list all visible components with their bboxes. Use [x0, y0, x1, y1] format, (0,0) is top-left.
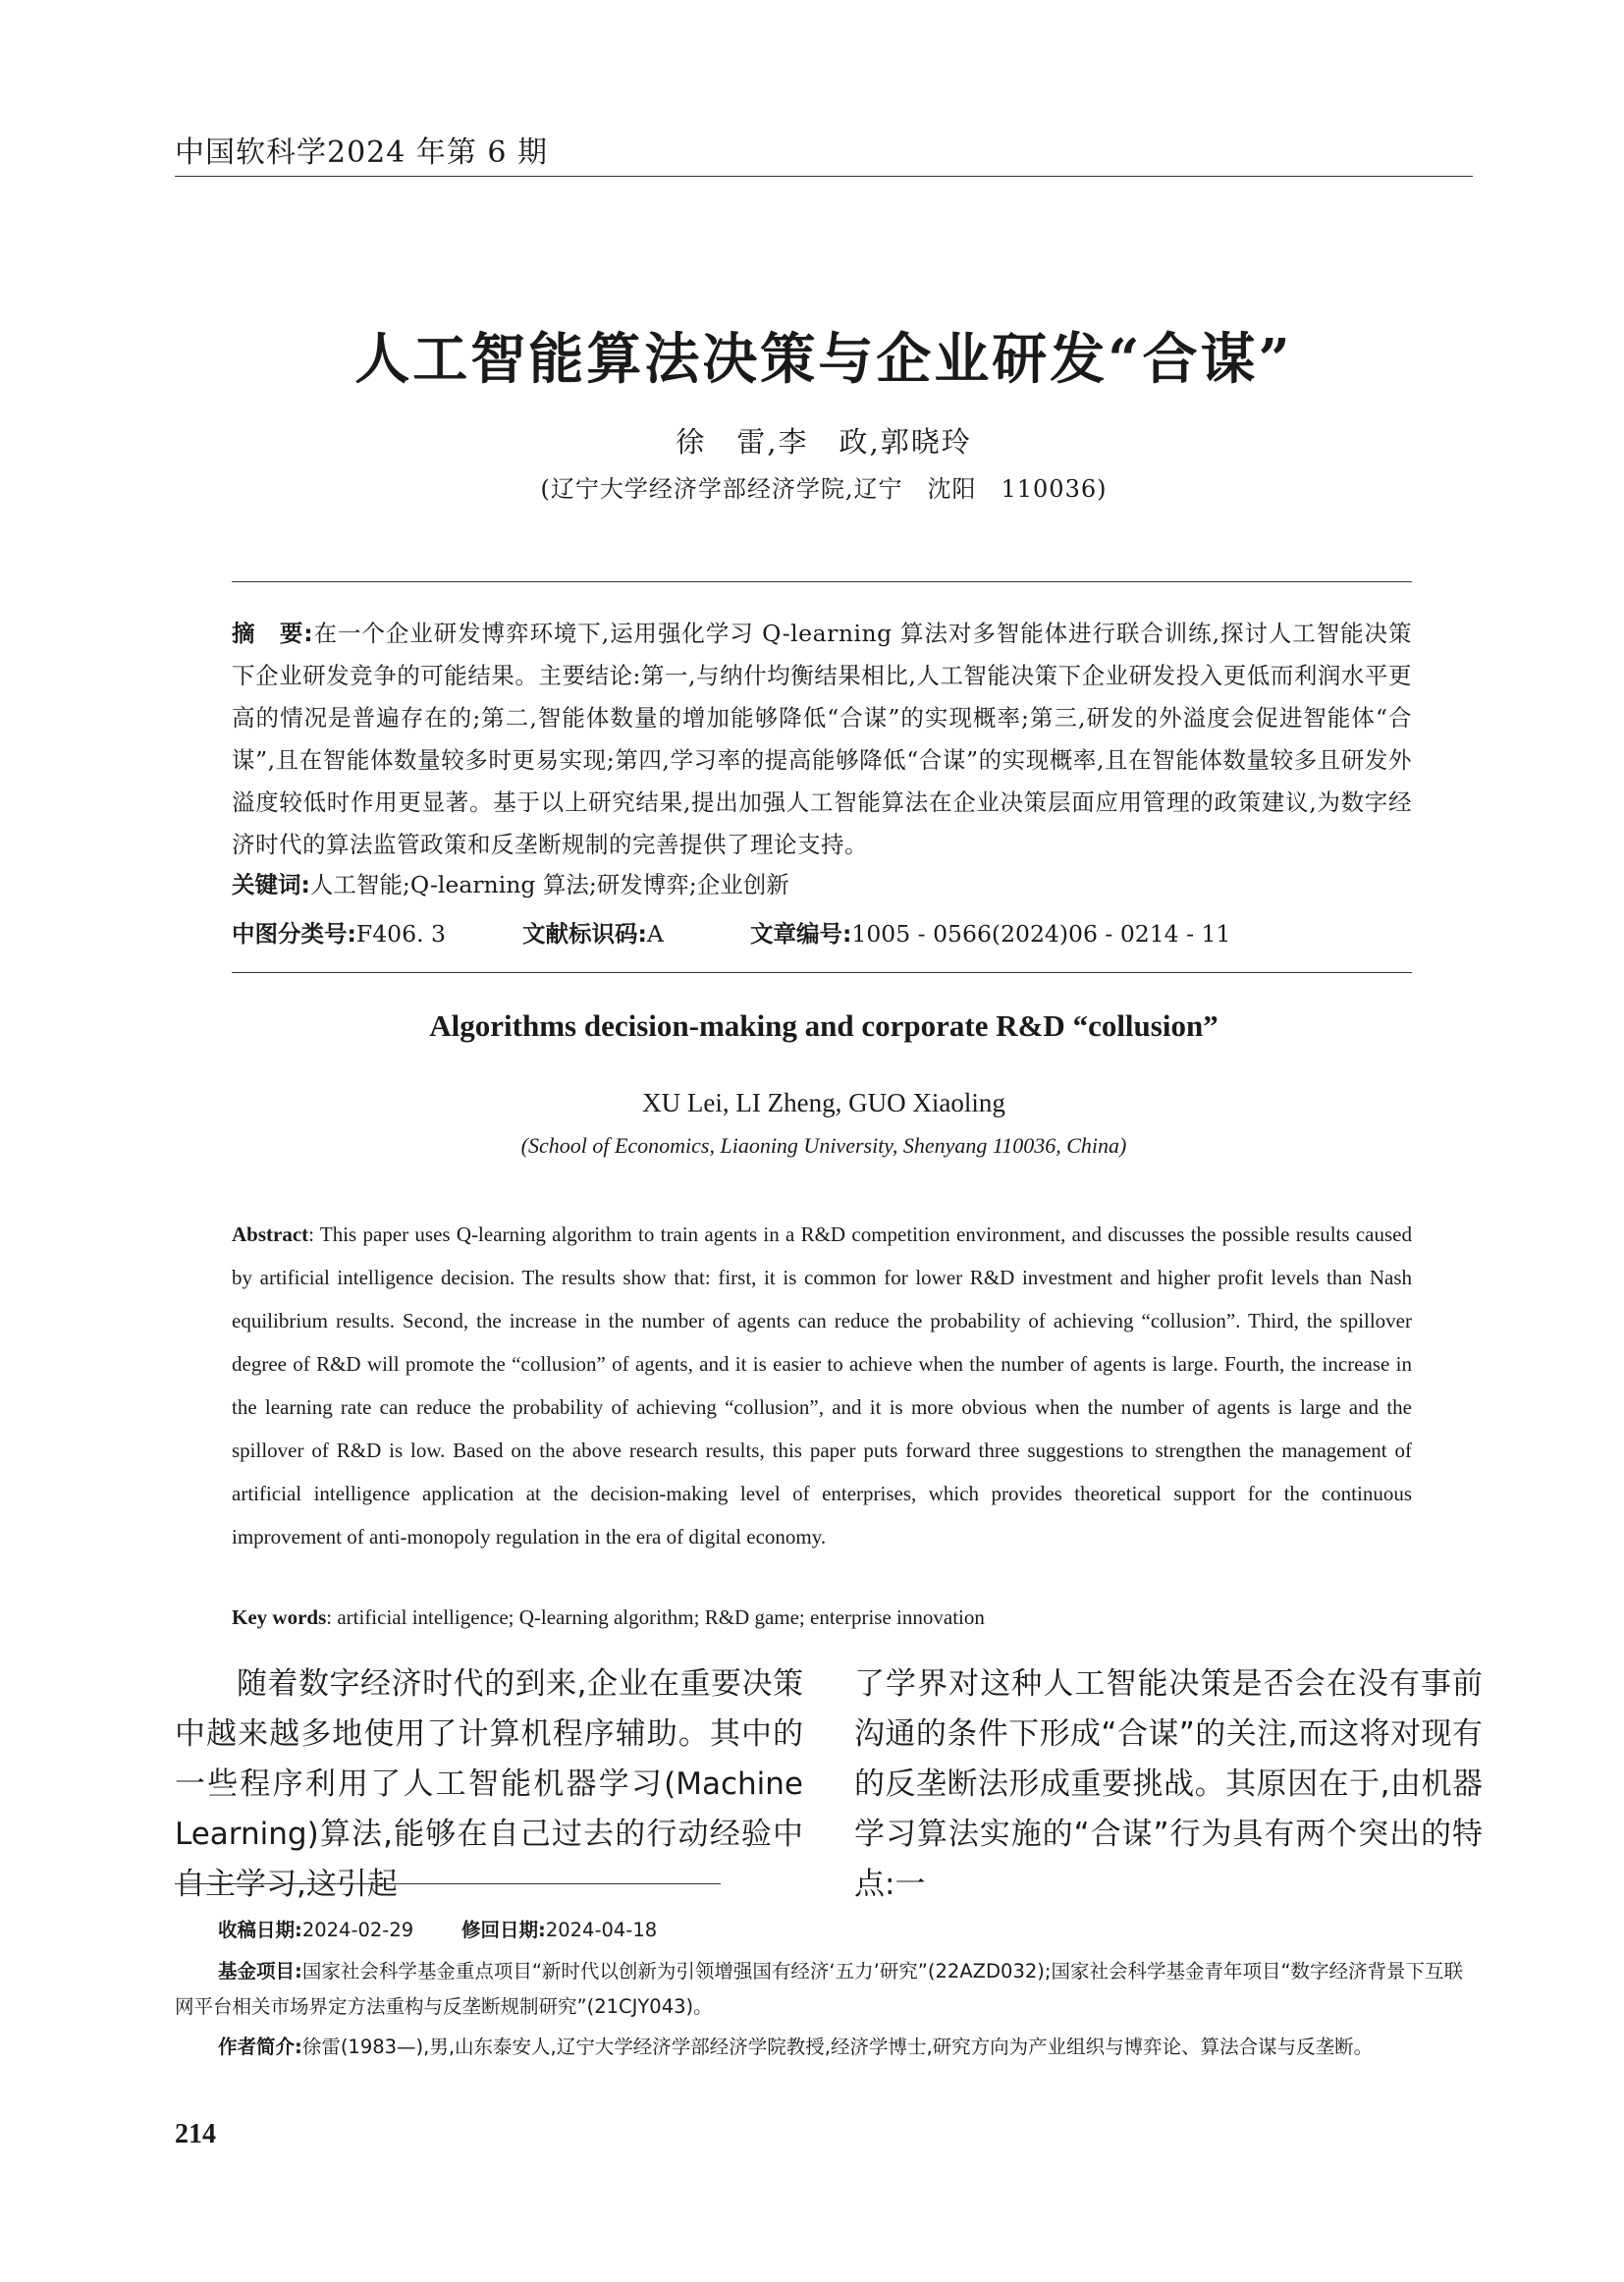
- abstract-cn-label: 摘 要:: [232, 620, 314, 647]
- authors-cn: 徐 雷,李 政,郭晓玲: [676, 425, 972, 459]
- keywords-en-text: : artificial intelligence; Q-learning algorithm; R&D game; enterprise innovation: [326, 1605, 985, 1629]
- article-number: 文章编号:1005 - 0566(2024)06 - 0214 - 11: [750, 920, 1231, 948]
- affiliation-cn: (辽宁大学经济学部经济学院,辽宁 沈阳 110036): [540, 475, 1108, 503]
- paper-title-en: Algorithms decision-making and corporate R&D “collusion”: [429, 1008, 1218, 1043]
- clc-number: 中图分类号:F406. 3: [232, 920, 446, 948]
- author-bio-text: 徐雷(1983—),男,山东泰安人,辽宁大学经济学部经济学院教授,经济学博士,研究方向为产业组织与博弈论、算法合谋与反垄断。: [301, 2036, 1374, 2058]
- journal-header: 中国软科学2024 年第 6 期: [175, 136, 549, 170]
- authors-en: XU Lei, LI Zheng, GUO Xiaoling: [642, 1088, 1005, 1117]
- keywords-cn-label: 关键词:: [232, 871, 310, 898]
- abstract-en-label: Abstract: [232, 1222, 309, 1246]
- abstract-top-rule: [232, 581, 1412, 582]
- abstract-cn: [232, 613, 1412, 866]
- abstract-cn-text: 在一个企业研发博弈环境下,运用强化学习 Q-learning 算法对多智能体进行联合训练,探讨人工智能决策下企业研发竞争的可能结果。主要结论:第一,与纳什均衡结果相比,人工智能决策下企业研发投入更低而利润水平更高的情况是普遍存在的;第二,智能体数量的增加能够降低“合谋”的实现概率;第三,研发的外溢度会促进智能体“合谋”,且在智能体数量较多时更易实现;第四,学习率的提高能够降低“合谋”的实现概率,且在智能体数量较多且研发外溢度较低时作用更显著。基于以上研究结果,提出加强人工智能算法在企业决策层面应用管理的政策建议,为数字经济时代的算法监管政策和反垄断规制的完善提供了理论支持。: [232, 620, 1412, 858]
- abstract-bottom-rule: [232, 972, 1412, 973]
- abstract-en: [232, 1213, 1412, 1558]
- footnote-author: [175, 2030, 1473, 2065]
- keywords-cn-text: 人工智能;Q-learning 算法;研发博弈;企业创新: [309, 871, 789, 898]
- funding-text: 国家社会科学基金重点项目“新时代以创新为引领增强国有经济‘五力’研究”(22AZD032);国家社会科学基金青年项目“数字经济背景下互联网平台相关市场界定方法重构与反垄断规制研究”(21CJY043)。: [175, 1960, 1464, 2018]
- body-column-left: 随着数字经济时代的到来,企业在重要决策中越来越多地使用了计算机程序辅助。其中的一些程序利用了人工智能机器学习(Machine Learning)算法,能够在自己过去的行动经验中自主学习,这引起: [175, 1666, 803, 1902]
- footnote-funding: [175, 1954, 1473, 2025]
- document-code: 文献标识码:A: [522, 920, 664, 948]
- footnote-rule: [175, 1883, 721, 1884]
- revised-date: 修回日期:2024-04-18: [461, 1919, 658, 1941]
- affiliation-en: (School of Economics, Liaoning University, Shenyang 110036, China): [520, 1133, 1127, 1158]
- keywords-en-label: Key words: [232, 1605, 327, 1629]
- header-rule: [175, 176, 1473, 177]
- body-column-right: 了学界对这种人工智能决策是否会在没有事前沟通的条件下形成“合谋”的关注,而这将对现有的反垄断法形成重要挑战。其原因在于,由机器学习算法实施的“合谋”行为具有两个突出的特点:一: [854, 1666, 1483, 1902]
- funding-label: 基金项目:: [218, 1960, 302, 1983]
- abstract-en-text: : This paper uses Q-learning algorithm to train agents in a R&D competition environment, and discusses the possible results caused by artificial intelligence decision. The results show that: first, it is common for lower R&D investment and higher profit levels than Nash equilibrium results. Second, the increase in the number of agents can reduce the probability of achieving “collusion”. Third, the spillover degree of R&D will promote the “collusion” of agents, and it is easier to achieve when the number of agents is large. Fourth, the increase in the learning rate can reduce the probability of achieving “collusion”, and it is more obvious when the number of agents is large and the spillover of R&D is low. Based on the above research results, this paper puts forward three suggestions to strengthen the management of artificial intelligence application at the decision-making level of enterprises, which provides theoretical support for the continuous improvement of anti-monopoly regulation in the era of digital economy.: [232, 1222, 1412, 1548]
- paper-title-cn: 人工智能算法决策与企业研发“合谋”: [354, 327, 1293, 392]
- keywords-cn: [232, 866, 1412, 899]
- received-date: 收稿日期:2024-02-29: [218, 1919, 414, 1941]
- author-bio-label: 作者简介:: [218, 2036, 302, 2058]
- keywords-en: [232, 1605, 1412, 1630]
- page-number: 214: [175, 2119, 216, 2149]
